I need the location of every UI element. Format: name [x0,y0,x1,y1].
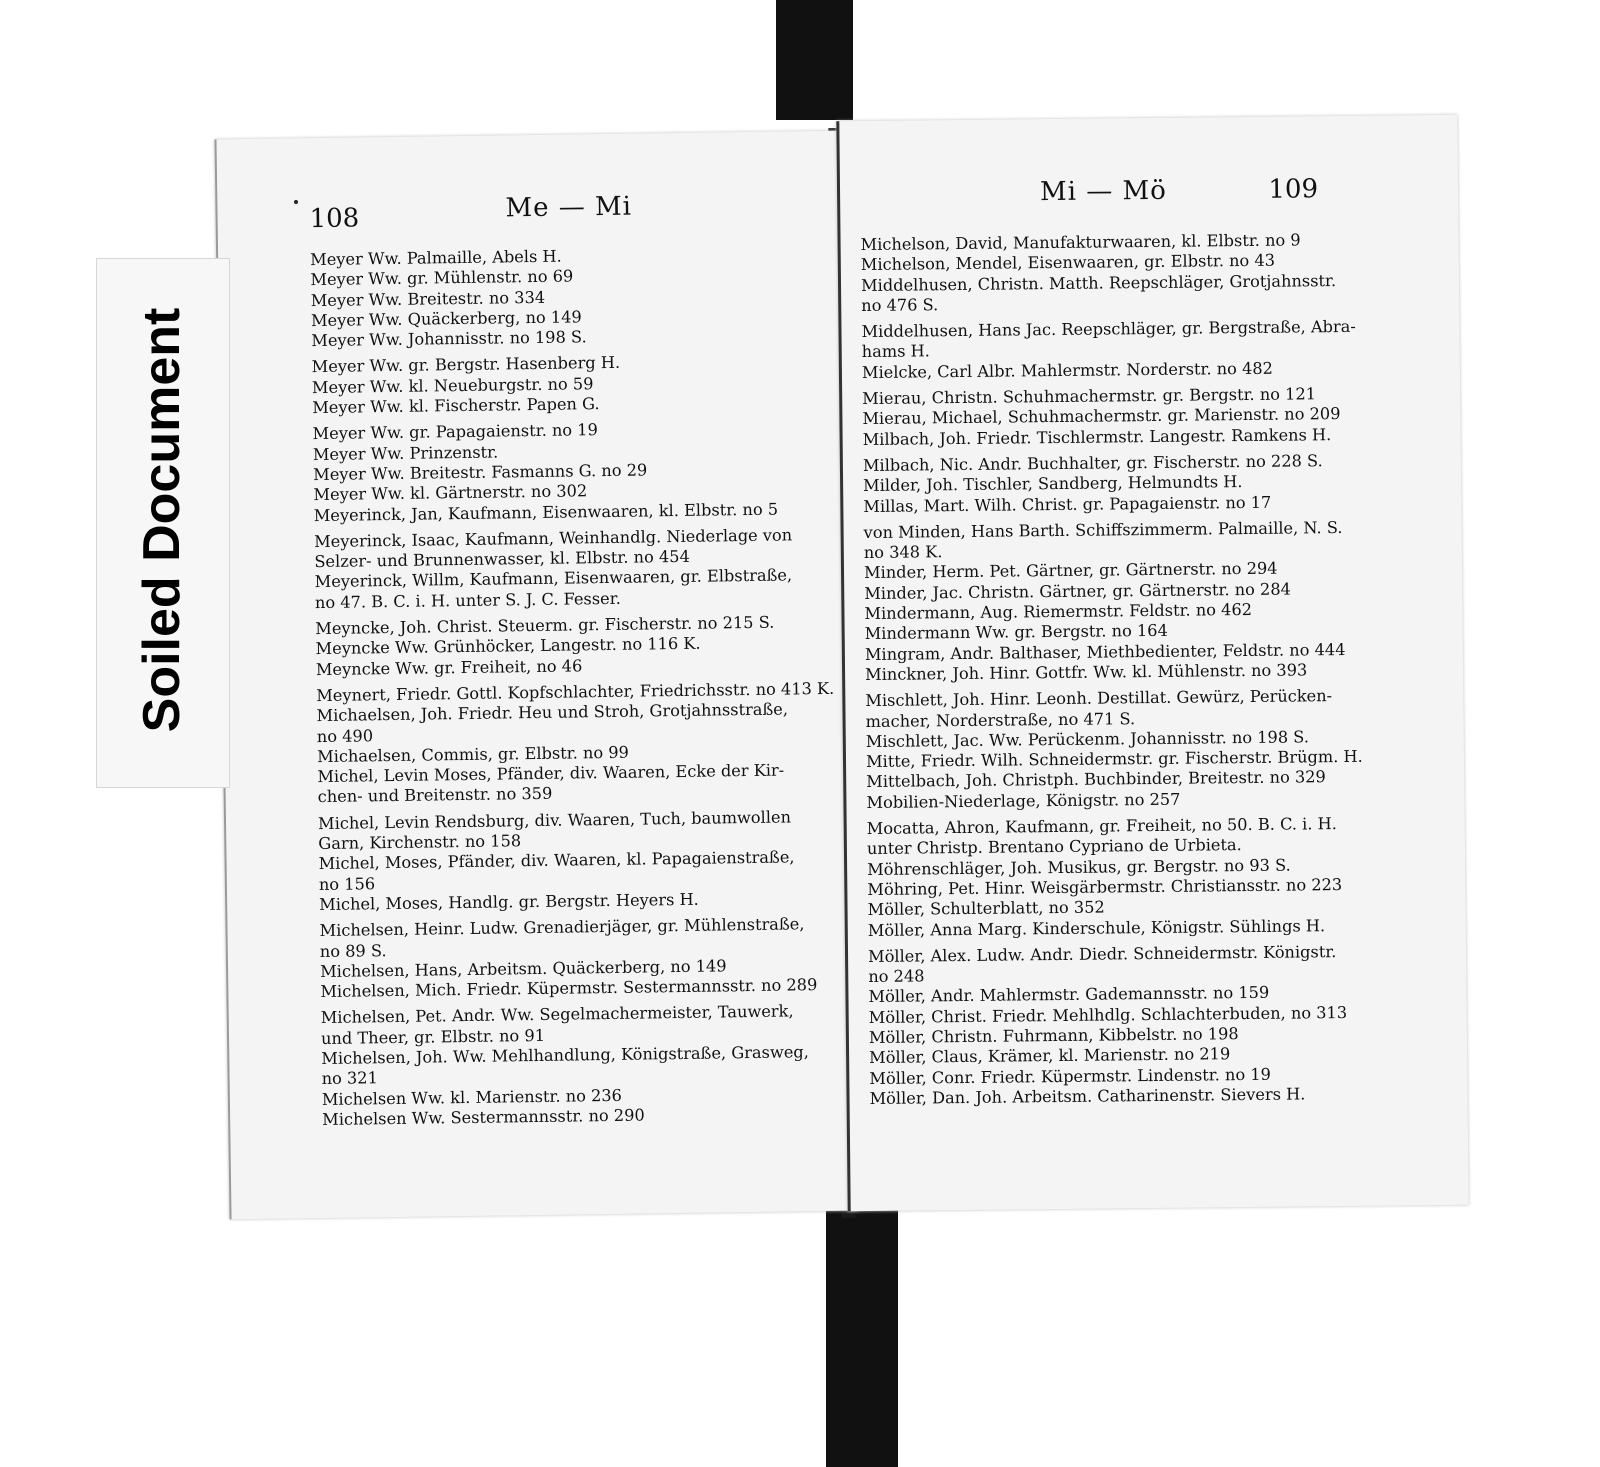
entry-line: Michelsen Ww. Sestermannsstr. no 290 [322,1105,645,1129]
directory-entry [861,269,1447,316]
entry-line: Michaelsen, Joh. Friedr. Heu und Stroh, Grotjahnsstraße, [316,699,789,726]
entry-continuation: Selzer- und Brunnenwasser, kl. Elbstr. no 454 [314,547,690,572]
right-page-number: 109 [1268,174,1319,205]
directory-entry [864,517,1450,564]
entry-line: Michelsen, Joh. Ww. Mehlhandlung, Königstraße, Grasweg, [321,1042,809,1069]
entry-line: Middelhusen, Hans Jac. Reepschläger, gr. Bergstraße, Abra- [861,317,1356,342]
entry-line: Meyer Ww. gr. Bergstr. Hasenberg H. [311,353,621,377]
binding-strip-bottom [826,1200,898,1467]
directory-entry [861,316,1447,363]
entry-line: Milbach, Joh. Friedr. Tischlermstr. Langestr. Ramkens H. [862,424,1332,449]
entry-line: Michaelsen, Commis, gr. Elbstr. no 99 [316,742,630,766]
entry-line: Michel, Levin Rendsburg, div. Waaren, Tuch, baumwollen [317,807,792,833]
entry-line: Michelsen, Pet. Andr. Ww. Segelmachermeister, Tauwerk, [320,1001,794,1028]
entry-line: Mobilien-Niederlage, Königstr. no 257 [866,789,1181,812]
entry-line: Möller, Christ. Friedr. Mehlhdlg. Schlachterbuden, no 313 [868,1002,1348,1027]
right-page [836,115,1468,1211]
directory-entry [315,565,836,613]
entry-line: Michelson, Mendel, Eisenwaaren, gr. Elbstr. no 43 [860,250,1276,275]
entry-continuation: no 156 [318,873,376,894]
entry-line: Meyer Ww. kl. Gärtnerstr. no 302 [313,481,588,505]
entry-line: Meyer Ww. gr. Papagaienstr. no 19 [312,420,598,444]
entry-line: Meyer Ww. Palmaille, Abels H. [310,246,562,270]
entry-line: Mischlett, Jac. Ww. Perückenm. Johannisstr. no 198 S. [865,727,1310,751]
entry-line: Mocatta, Ahron, Kaufmann, gr. Freiheit, no 50. B. C. i. H. [866,814,1337,839]
entry-line: Mierau, Christn. Schuhmachermstr. gr. Bergstr. no 121 [862,384,1317,409]
entry-line: Michelsen, Heinr. Ludw. Grenadierjäger, gr. Mühlenstraße, [319,914,805,941]
entry-continuation: no 476 S. [861,295,939,315]
entry-continuation: no 321 [321,1068,378,1089]
entry-line: Meyerinck, Willm, Kaufmann, Eisenwaaren, gr. Elbstraße, [314,565,793,592]
entry-line: Michelson, David, Manufakturwaaren, kl. Elbstr. no 9 [860,230,1301,255]
directory-entry [865,685,1451,732]
entry-line: Minckner, Joh. Hinr. Gottfr. Ww. kl. Mühlenstr. no 393 [865,660,1308,684]
right-page-heading: Mi — Mö [1039,175,1167,208]
entry-line: Michelsen Ww. kl. Marienstr. no 236 [321,1085,623,1109]
directory-entry [868,941,1454,988]
binding-strip-top [776,0,853,120]
entry-line: Möhrenschläger, Joh. Musikus, gr. Bergstr. no 93 S. [867,855,1291,879]
left-page [214,131,858,1220]
entry-continuation: und Theer, gr. Elbstr. no 91 [320,1025,546,1048]
entry-line: Möller, Anna Marg. Kinderschule, Königstr. Sühlings H. [867,915,1326,940]
entry-line: Möller, Claus, Krämer, kl. Marienstr. no 219 [869,1044,1231,1068]
directory-entry [867,813,1453,860]
directory-entry [317,760,838,808]
entry-continuation: chen- und Breitenstr. no 359 [317,784,553,807]
directory-entry [318,807,839,855]
entry-line: Mielcke, Carl Albr. Mahlermstr. Norderstr. no 482 [861,358,1274,382]
entry-line: Minder, Herm. Pet. Gärtner, gr. Gärtnerstr. no 294 [863,559,1278,583]
entry-line: Möller, Conr. Friedr. Küpermstr. Lindenstr. no 19 [869,1064,1272,1088]
entry-line: Meyer Ww. kl. Fischerstr. Papen G. [312,394,600,418]
entry-line: Michel, Moses, Pfänder, div. Waaren, kl. Papagaienstraße, [318,847,795,874]
entry-line: Michel, Levin Moses, Pfänder, div. Waaren, Ecke der Kir- [317,760,785,787]
entry-line: Michelsen, Hans, Arbeitsm. Quäckerberg, no 149 [319,956,727,981]
right-page-entries [861,229,1456,1109]
entry-continuation: Garn, Kirchenstr. no 158 [318,831,522,854]
entry-line: Milbach, Nic. Andr. Buchhalter, gr. Fischerstr. no 228 S. [862,451,1323,475]
entry-line: Meynert, Friedr. Gottl. Kopfschlachter, Friedrichsstr. no 413 K. [316,678,835,706]
entry-line: Möller, Schulterblatt, no 352 [867,897,1105,920]
entry-continuation: no 89 S. [319,940,387,961]
entry-line: Meyerinck, Isaac, Kaufmann, Weinhandlg. Niederlage von [313,525,793,551]
entry-line: Meyer Ww. Johannisstr. no 198 S. [311,327,587,351]
entry-line: Mierau, Michael, Schuhmachermstr. gr. Marienstr. no 209 [862,404,1341,429]
entry-line: Möller, Andr. Mahlermstr. Gademannsstr. no 159 [868,983,1270,1007]
entry-line: Milder, Joh. Tischler, Sandberg, Helmundts H. [863,472,1243,496]
entry-line: Michel, Moses, Handlg. gr. Bergstr. Heyers H. [319,889,699,914]
entry-line: Meyerinck, Jan, Kaufmann, Eisenwaaren, kl. Elbstr. no 5 [313,499,779,525]
left-page-number: 108 [309,203,360,235]
entry-line: Mittelbach, Joh. Christph. Buchbinder, Breitestr. no 329 [866,767,1326,792]
entry-line: Möller, Dan. Joh. Arbeitsm. Catharinenstr. Sievers H. [869,1084,1306,1108]
left-page-header [217,183,841,235]
entry-continuation: no 348 K. [863,542,943,563]
entry-line: Meyer Ww. Quäckerberg, no 149 [310,307,582,331]
entry-line: Möhring, Pet. Hinr. Weisgärbermstr. Christiansstr. no 223 [867,874,1343,899]
entry-continuation: unter Christp. Brentano Cypriano de Urbieta. [866,835,1242,859]
entry-continuation: no 47. B. C. i. H. unter S. J. C. Fesser. [314,588,621,612]
entry-line: Meyncke Ww. gr. Freiheit, no 46 [315,656,583,679]
entry-line: Minder, Jac. Christn. Gärtner, gr. Gärtnerstr. no 284 [864,579,1291,603]
entry-line: Meyer Ww. Prinzenstr. [312,442,499,464]
directory-entry [319,914,840,962]
entry-line: Mitte, Friedr. Wilh. Schneidermstr. gr. Fischerstr. Brügm. H. [865,746,1363,772]
entry-continuation: no 490 [316,725,374,746]
entry-line: Mindermann Ww. gr. Bergstr. no 164 [864,621,1168,644]
ink-mark [294,200,298,204]
entry-line: Michelsen, Mich. Friedr. Küpermstr. Sestermannsstr. no 289 [320,975,818,1002]
entry-line: Meyer Ww. kl. Neueburgstr. no 59 [311,373,594,397]
entry-line: Möller, Christn. Fuhrmann, Kibbelstr. no 198 [868,1024,1239,1047]
entry-line: Möller, Alex. Ludw. Andr. Diedr. Schneidermstr. Königstr. [867,941,1337,966]
entry-line: Mingram, Andr. Balthaser, Miethbedienter, Feldstr. no 444 [864,639,1346,664]
entry-line: Meyncke Ww. Grünhöcker, Langestr. no 116 K. [315,634,701,659]
entry-continuation: no 248 [868,966,925,987]
entry-continuation: hams H. [861,341,930,362]
entry-line: Middelhusen, Christn. Matth. Reepschläger, Grotjahnsstr. [860,270,1337,295]
entry-line: Mindermann, Aug. Riemermstr. Feldstr. no 462 [864,600,1253,624]
soiled-document-label: Soiled Document [133,307,191,733]
entry-line: Millas, Mart. Wilh. Christ. gr. Papagaienstr. no 17 [863,492,1272,516]
entry-line: Meyer Ww. Breitestr. Fasmanns G. no 29 [313,460,648,485]
entry-line: Mischlett, Joh. Hinr. Leonh. Destillat. Gewürz, Perücken- [865,686,1333,711]
left-page-entries [310,243,842,1130]
entry-line: von Minden, Hans Barth. Schiffszimmerm. Palmaille, N. S. [863,517,1343,542]
left-page-heading: Me — Mi [505,191,633,224]
entry-line: Meyer Ww. Breitestr. no 334 [310,287,546,310]
entry-continuation: macher, Norderstraße, no 471 S. [865,708,1136,731]
entry-line: Meyer Ww. gr. Mühlenstr. no 69 [310,266,574,290]
right-page-header [840,167,1458,213]
entry-line: Meyncke, Joh. Christ. Steuerm. gr. Fischerstr. no 215 S. [315,612,775,639]
